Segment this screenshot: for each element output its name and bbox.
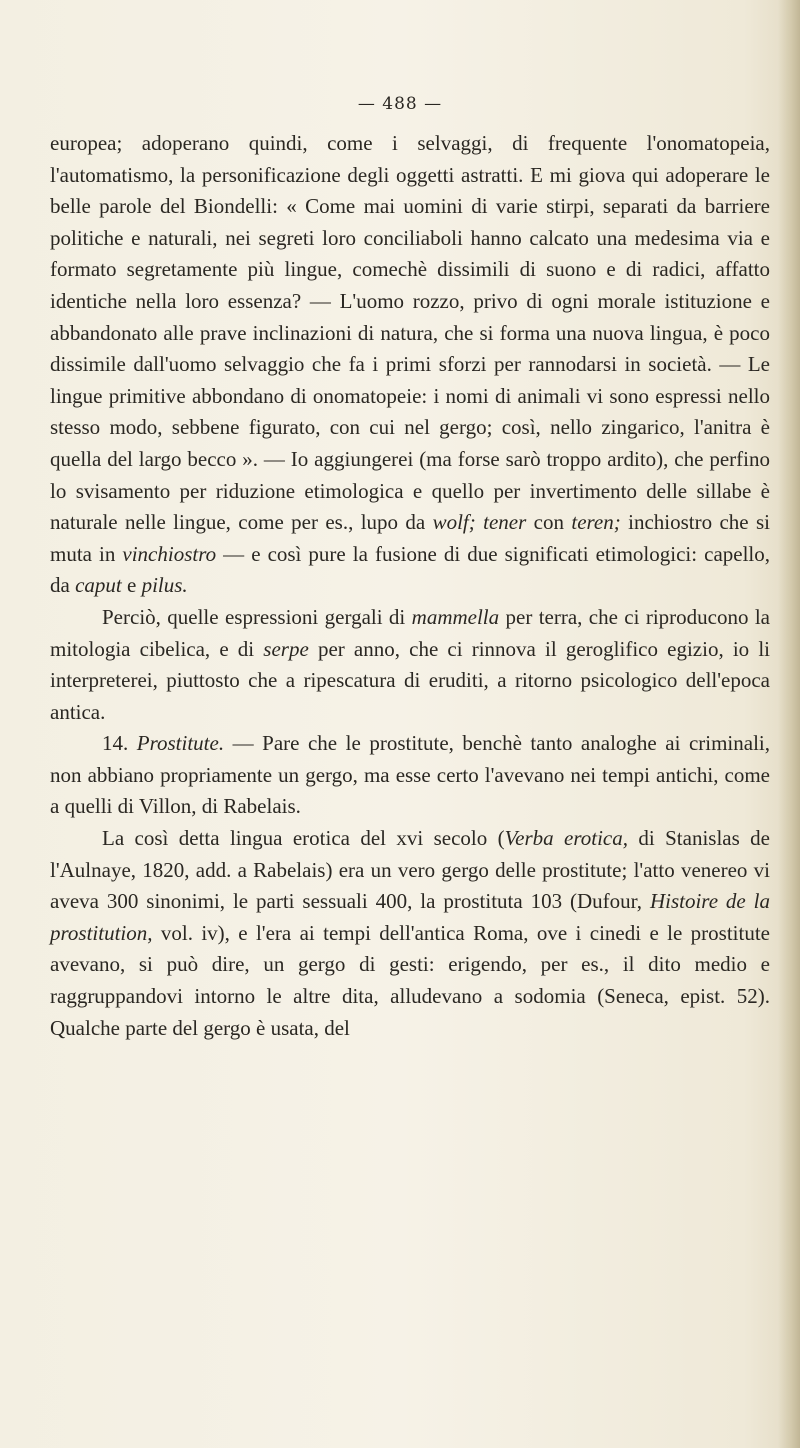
body-text <box>50 128 770 1044</box>
paragraph-3-section-prostitute: 14. Prostitute. — Pare che le prostitute, benchè tanto analoghe ai criminali, non abbiano propriamente un gergo, ma esse certo l'avevano nei tempi antichi, come a quelli di Villon, di Rabelais. <box>50 731 770 819</box>
page-edge-shadow <box>778 0 800 1448</box>
paragraph-4: La così detta lingua erotica del xvi secolo (Verba erotica, di Stanislas de l'Aulnaye, 1820, add. a Rabelais) era un vero gergo delle prostitute; l'atto venereo vi aveva 300 sinonimi, le parti sessuali 400, la prostituta 103 (Dufour, Histoire de la prostitution, vol. iv), e l'era ai tempi dell'antica Roma, ove i cinedi e le prostitute avevano, si può dire, un gergo di gesti: erigendo, per es., il dito medio e raggruppandovi intorno le altre dita, alludevano a sodomia (Seneca, epist. 52). Qualche parte del gergo è usata, del <box>50 826 770 1040</box>
page-number: — 488 — <box>357 94 443 114</box>
paragraph-1: europea; adoperano quindi, come i selvaggi, di frequente l'onomatopeia, l'automatismo, la personificazione degli oggetti astratti. E mi giova qui adoperare le belle parole del Biondelli: « Come mai uomini di varie stirpi, separati da barriere politiche e naturali, nei segreti loro conciliaboli hanno calcato una medesima via e formato segretamente più lingue, comechè dissimili di suono e di radici, affatto identiche nella loro essenza? — L'uomo rozzo, privo di ogni morale istituzione e abbandonato alle prave inclinazioni di natura, che si forma una nuova lingua, è poco dissimile dall'uomo selvaggio che fa i primi sforzi per rannodarsi in società. — Le lingue primitive abbondano di onomatopeie: i nomi di animali vi sono espressi nello stesso modo, sebbene figurato, con cui nel gergo; così, nello zingarico, l'anitra è quella del largo becco ». — Io aggiungerei (ma forse sarò troppo ardito), che perfino lo svisamento per riduzione etimologica e quello per invertimento delle sillabe è naturale nelle lingue, come per es., lupo da wolf; tener con teren; inchiostro che si muta in vinchiostro — e così pure la fusione di due significati etimologici: capello, da caput e pilus. <box>50 131 771 598</box>
paragraph-2: Perciò, quelle espressioni gergali di mammella per terra, che ci riproducono la mitologia cibelica, e di serpe per anno, che ci rinnova il geroglifico egizio, io li interpreterei, piuttosto che a ripescatura di eruditi, a ritorno psicologico dell'epoca antica. <box>50 604 771 724</box>
section-heading: Prostitute. <box>136 731 225 756</box>
